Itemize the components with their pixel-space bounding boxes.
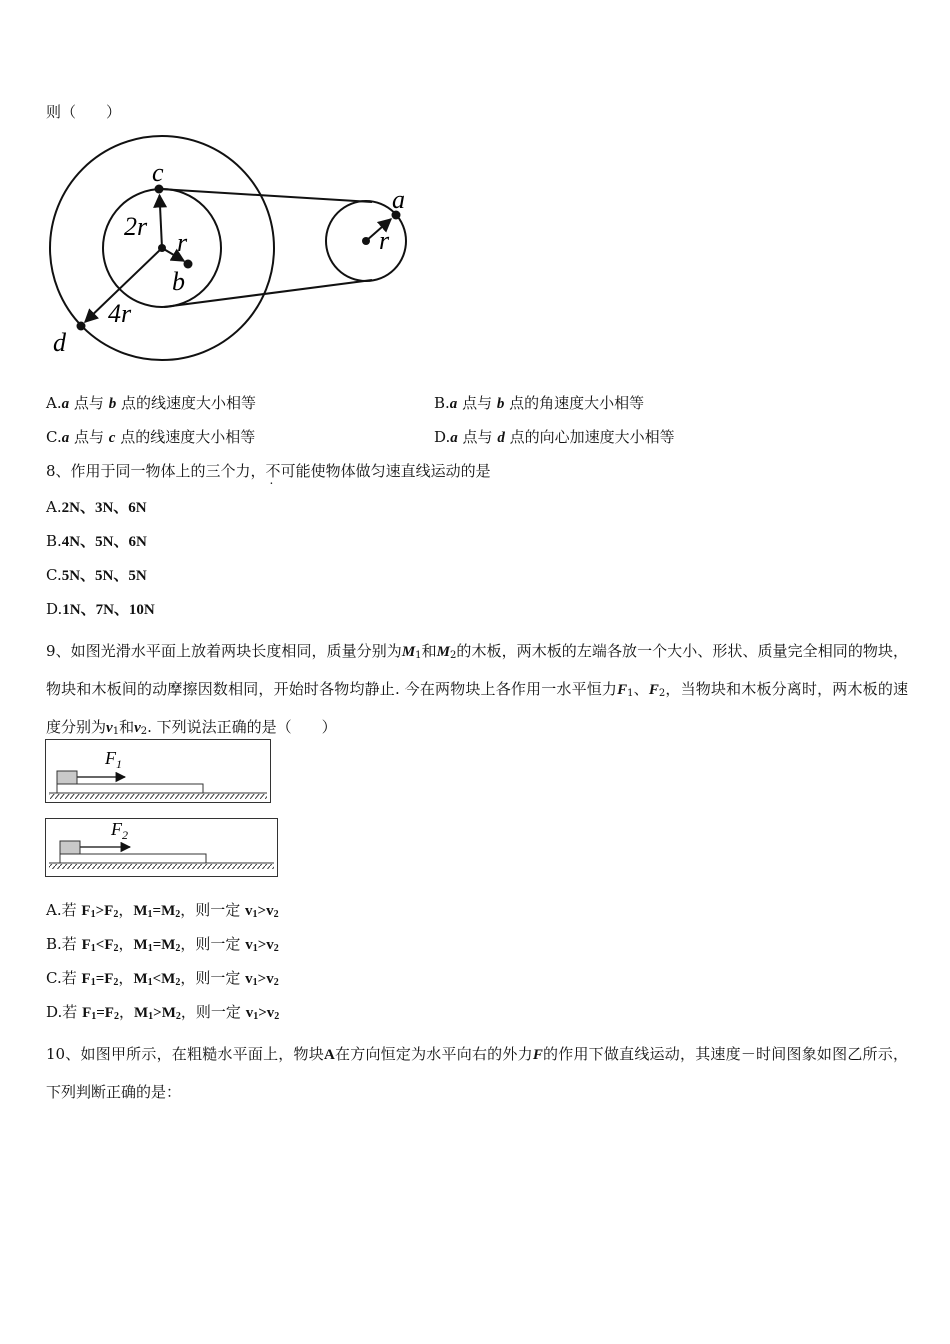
q9-option-a: A.若 $F_1>F_2$，$M_1=M_2$，则一定 $v_1>v_2$ <box>46 901 279 920</box>
q9-stem: 9、如图光滑水平面上放着两块长度相同，质量分别为$M_1$和$M_2$的木板，两木板的左端各放一个大小、形状、质量完全相同的物块，物块和木板间的动摩擦因数相同，开始时各物均静止. 今在两物块上各作用一水平恒力$F_1$、$F_2$，当物块和木板分离时，两木板的速度分别为$v_1$和$v_2$. 下列说法正确的是（ ） <box>46 642 908 737</box>
belt-top <box>160 189 372 202</box>
q9-option-b: B.若 $F_1<F_2$，$M_1=M_2$，则一定 $v_1>v_2$ <box>46 935 279 954</box>
q7-option-b: B.a 点与 b 点的角速度大小相等 <box>434 394 645 412</box>
q9-option-c: C.若 $F_1=F_2$，$M_1<M_2$，则一定 $v_1>v_2$ <box>46 969 279 988</box>
q8-stem: 8、作用于同一物体上的三个力，不可能使物体做匀速直线运动的是 <box>46 462 491 480</box>
label-a: a <box>392 185 405 214</box>
q8-option-b: B.4N、5N、6N <box>46 532 147 550</box>
q7-option-c: C.a 点与 c 点的线速度大小相等 <box>46 428 256 446</box>
block-1 <box>57 771 77 784</box>
point-d <box>77 322 86 331</box>
label-b: b <box>172 267 185 296</box>
label-r-inner: r <box>177 228 188 257</box>
q7-option-d: D.a 点与 d 点的向心加速度大小相等 <box>434 428 675 446</box>
board-1 <box>57 784 203 793</box>
q8-option-d: D.1N、7N、10N <box>46 600 155 618</box>
q9-figure-1 <box>45 739 271 803</box>
q9-option-d: D.若 $F_1=F_2$，$M_1>M_2$，则一定 $v_1>v_2$ <box>46 1003 280 1022</box>
q10-stem: 10、如图甲所示，在粗糙水平面上，物块A在方向恒定为水平向右的外力F的作用下做直线运动，其速度－时间图象如图乙所示，下列判断正确的是： <box>46 1045 908 1101</box>
block-2 <box>60 841 80 854</box>
label-r-small: r <box>379 226 390 255</box>
q8-option-a: A.2N、3N、6N <box>46 498 147 516</box>
board-2 <box>60 854 206 863</box>
emphasis-dot: 不 <box>265 462 281 480</box>
q7-tail: 则（ ） <box>46 103 122 121</box>
label-c: c <box>152 158 164 187</box>
svg-text:F1: $F_1$ <box>105 748 122 771</box>
q7-pulley-diagram <box>40 130 420 370</box>
label-d: d <box>53 328 66 357</box>
q7-option-a: A.a 点与 b 点的线速度大小相等 <box>46 394 256 412</box>
q9-figure-2 <box>45 818 278 877</box>
label-2r: 2r <box>124 212 148 241</box>
q8-option-c: C.5N、5N、5N <box>46 566 147 584</box>
label-4r: 4r <box>108 299 132 328</box>
svg-text:F2: $F_2$ <box>111 819 128 842</box>
